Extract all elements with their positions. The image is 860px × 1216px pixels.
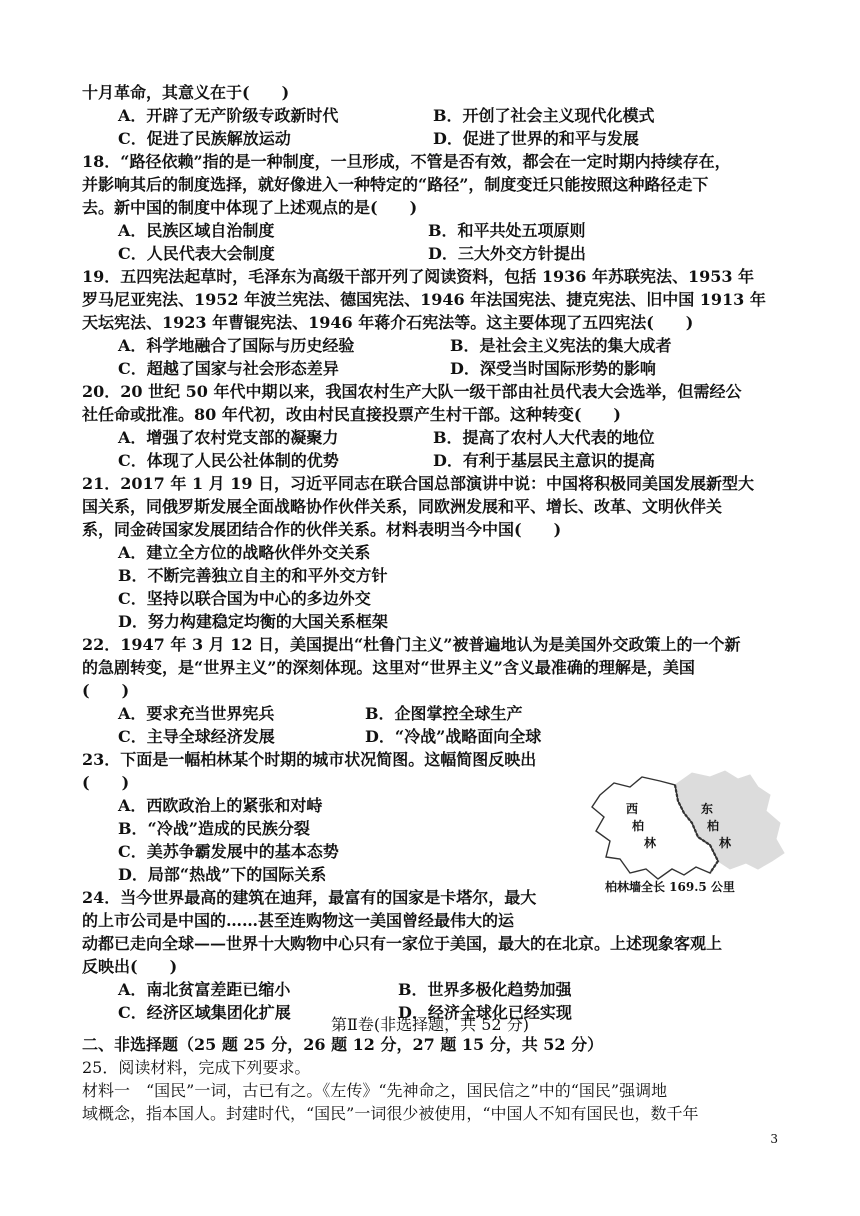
q24-line-2: 的上市公司是中国的……甚至连购物这一美国曾经最伟大的运	[82, 911, 515, 930]
q21-option-c: C．坚持以联合国为中心的多边外交	[118, 589, 371, 608]
q21-option-d: D．努力构建稳定均衡的大国关系框架	[118, 612, 388, 631]
map-label-west-3: 林	[644, 836, 657, 850]
q18-option-a: A．民族区域自治制度	[118, 221, 275, 240]
q17-option-a: A．开辟了无产阶级专政新时代	[118, 106, 339, 125]
q23-option-d: D．局部“热战”下的国际关系	[118, 865, 327, 884]
q24-line-1: 24．当今世界最高的建筑在迪拜，最富有的国家是卡塔尔，最大	[82, 888, 537, 907]
q20-option-d: D．有利于基层民主意识的提高	[433, 451, 655, 470]
material-1-line-1: 材料一 “国民”一词，古已有之。《左传》“先神命之，国民信之”中的“国民”强调地	[82, 1081, 668, 1100]
q18-line-3: 去。新中国的制度中体现了上述观点的是( )	[82, 198, 418, 217]
q18-option-c: C．人民代表大会制度	[118, 244, 275, 263]
map-caption: 柏林墙全长 169.5 公里	[605, 880, 735, 894]
q19-line-1: 19．五四宪法起草时，毛泽东为高级干部开列了阅读资料，包括 1936 年苏联宪法、1953 年	[82, 267, 755, 286]
q24-option-a: A．南北贫富差距已缩小	[118, 980, 291, 999]
q21-line-3: 系，同金砖国家发展团结合作的伙伴关系。材料表明当今中国( )	[82, 520, 562, 539]
q23-option-a: A．西欧政治上的紧张和对峙	[118, 796, 323, 815]
q24-option-b: B．世界多极化趋势加强	[398, 980, 572, 999]
q22-line-2: 的急剧转变，是“世界主义”的深刻体现。这里对“世界主义”含义最准确的理解是，美国	[82, 658, 695, 677]
q19-line-3: 天坛宪法、1923 年曹锟宪法、1946 年蒋介石宪法等。这主要体现了五四宪法( )	[82, 313, 694, 332]
q21-option-b: B．不断完善独立自主的和平外交方针	[118, 566, 388, 585]
q24-line-3: 动都已走向全球——世界十大购物中心只有一家位于美国，最大的在北京。上述现象客观上	[82, 934, 723, 953]
q19-option-c: C．超越了国家与社会形态差异	[118, 359, 339, 378]
q18-line-2: 并影响其后的制度选择，就好像进入一种特定的“路径”，制度变迁只能按照这种路径走下	[82, 175, 709, 194]
map-label-east-1: 东	[701, 802, 714, 816]
section-2-heading: 二、非选择题（25 题 25 分，26 题 12 分，27 题 15 分，共 52 分）	[82, 1035, 604, 1054]
q23-line-1: 23．下面是一幅柏林某个时期的城市状况简图。这幅简图反映出	[82, 750, 537, 769]
q24-option-d: D．经济全球化已经实现	[398, 1003, 572, 1022]
q21-line-2: 国关系，同俄罗斯发展全面战略协作伙伴关系，同欧洲发展和平、增长、改革、文明伙伴关	[82, 497, 723, 516]
q20-option-a: A．增强了农村党支部的凝聚力	[118, 428, 339, 447]
q20-line-1: 20．20 世纪 50 年代中期以来，我国农村生产大队一级干部由社员代表大会选举，但需经公	[82, 382, 742, 401]
page-number: 3	[770, 1132, 778, 1146]
q24-line-4: 反映出( )	[82, 957, 178, 976]
q22-option-d: D．“冷战”战略面向全球	[365, 727, 542, 746]
map-label-east-2: 柏	[707, 819, 720, 833]
q18-option-d: D．三大外交方针提出	[428, 244, 586, 263]
q23-line-2: ( )	[82, 773, 130, 792]
q22-line-3: ( )	[82, 681, 130, 700]
q19-line-2: 罗马尼亚宪法、1952 年波兰宪法、德国宪法、1946 年法国宪法、捷克宪法、旧中国 1913 年	[82, 290, 766, 309]
material-1-line-2: 域概念，指本国人。封建时代，“国民”一词很少被使用，“中国人不知有国民也，数千年	[82, 1104, 699, 1123]
q18-option-b: B．和平共处五项原则	[428, 221, 586, 240]
q20-line-2: 社任命或批准。80 年代初，改由村民直接投票产生村干部。这种转变( )	[82, 405, 621, 424]
q23-option-c: C．美苏争霸发展中的基本态势	[118, 842, 339, 861]
q23-option-b: B．“冷战”造成的民族分裂	[118, 819, 310, 838]
q21-line-1: 21．2017 年 1 月 19 日，习近平同志在联合国总部演讲中说：中国将积极同美国发展新型大	[82, 474, 755, 493]
q21-option-a: A．建立全方位的战略伙伴外交关系	[118, 543, 371, 562]
q22-option-a: A．要求充当世界宪兵	[118, 704, 275, 723]
map-label-west-2: 柏	[632, 819, 645, 833]
q18-line-1: 18．“路径依赖”指的是一种制度，一旦形成，不管是否有效，都会在一定时期内持续存在，	[82, 152, 731, 171]
q17-option-d: D．促进了世界的和平与发展	[433, 129, 639, 148]
q19-option-d: D．深受当时国际形势的影响	[450, 359, 656, 378]
q25-stem: 25．阅读材料，完成下列要求。	[82, 1058, 311, 1077]
berlin-map	[580, 765, 790, 895]
q22-option-b: B．企图掌控全球生产	[365, 704, 523, 723]
q22-line-1: 22．1947 年 3 月 12 日，美国提出“杜鲁门主义”被普遍地认为是美国外交政策上的一个新	[82, 635, 741, 654]
map-label-west-1: 西	[626, 802, 639, 816]
map-label-east-3: 林	[719, 836, 732, 850]
q17-option-c: C．促进了民族解放运动	[118, 129, 291, 148]
q17-stem: 十月革命，其意义在于( )	[82, 83, 290, 102]
q22-option-c: C．主导全球经济发展	[118, 727, 275, 746]
section-2-title: 第Ⅱ卷(非选择题，共 52 分)	[331, 1015, 529, 1034]
q20-option-b: B．提高了农村人大代表的地位	[433, 428, 655, 447]
q19-option-b: B．是社会主义宪法的集大成者	[450, 336, 672, 355]
q17-option-b: B．开创了社会主义现代化模式	[433, 106, 655, 125]
q20-option-c: C．体现了人民公社体制的优势	[118, 451, 339, 470]
q24-option-c: C．经济区域集团化扩展	[118, 1003, 291, 1022]
q19-option-a: A．科学地融合了国际与历史经验	[118, 336, 355, 355]
